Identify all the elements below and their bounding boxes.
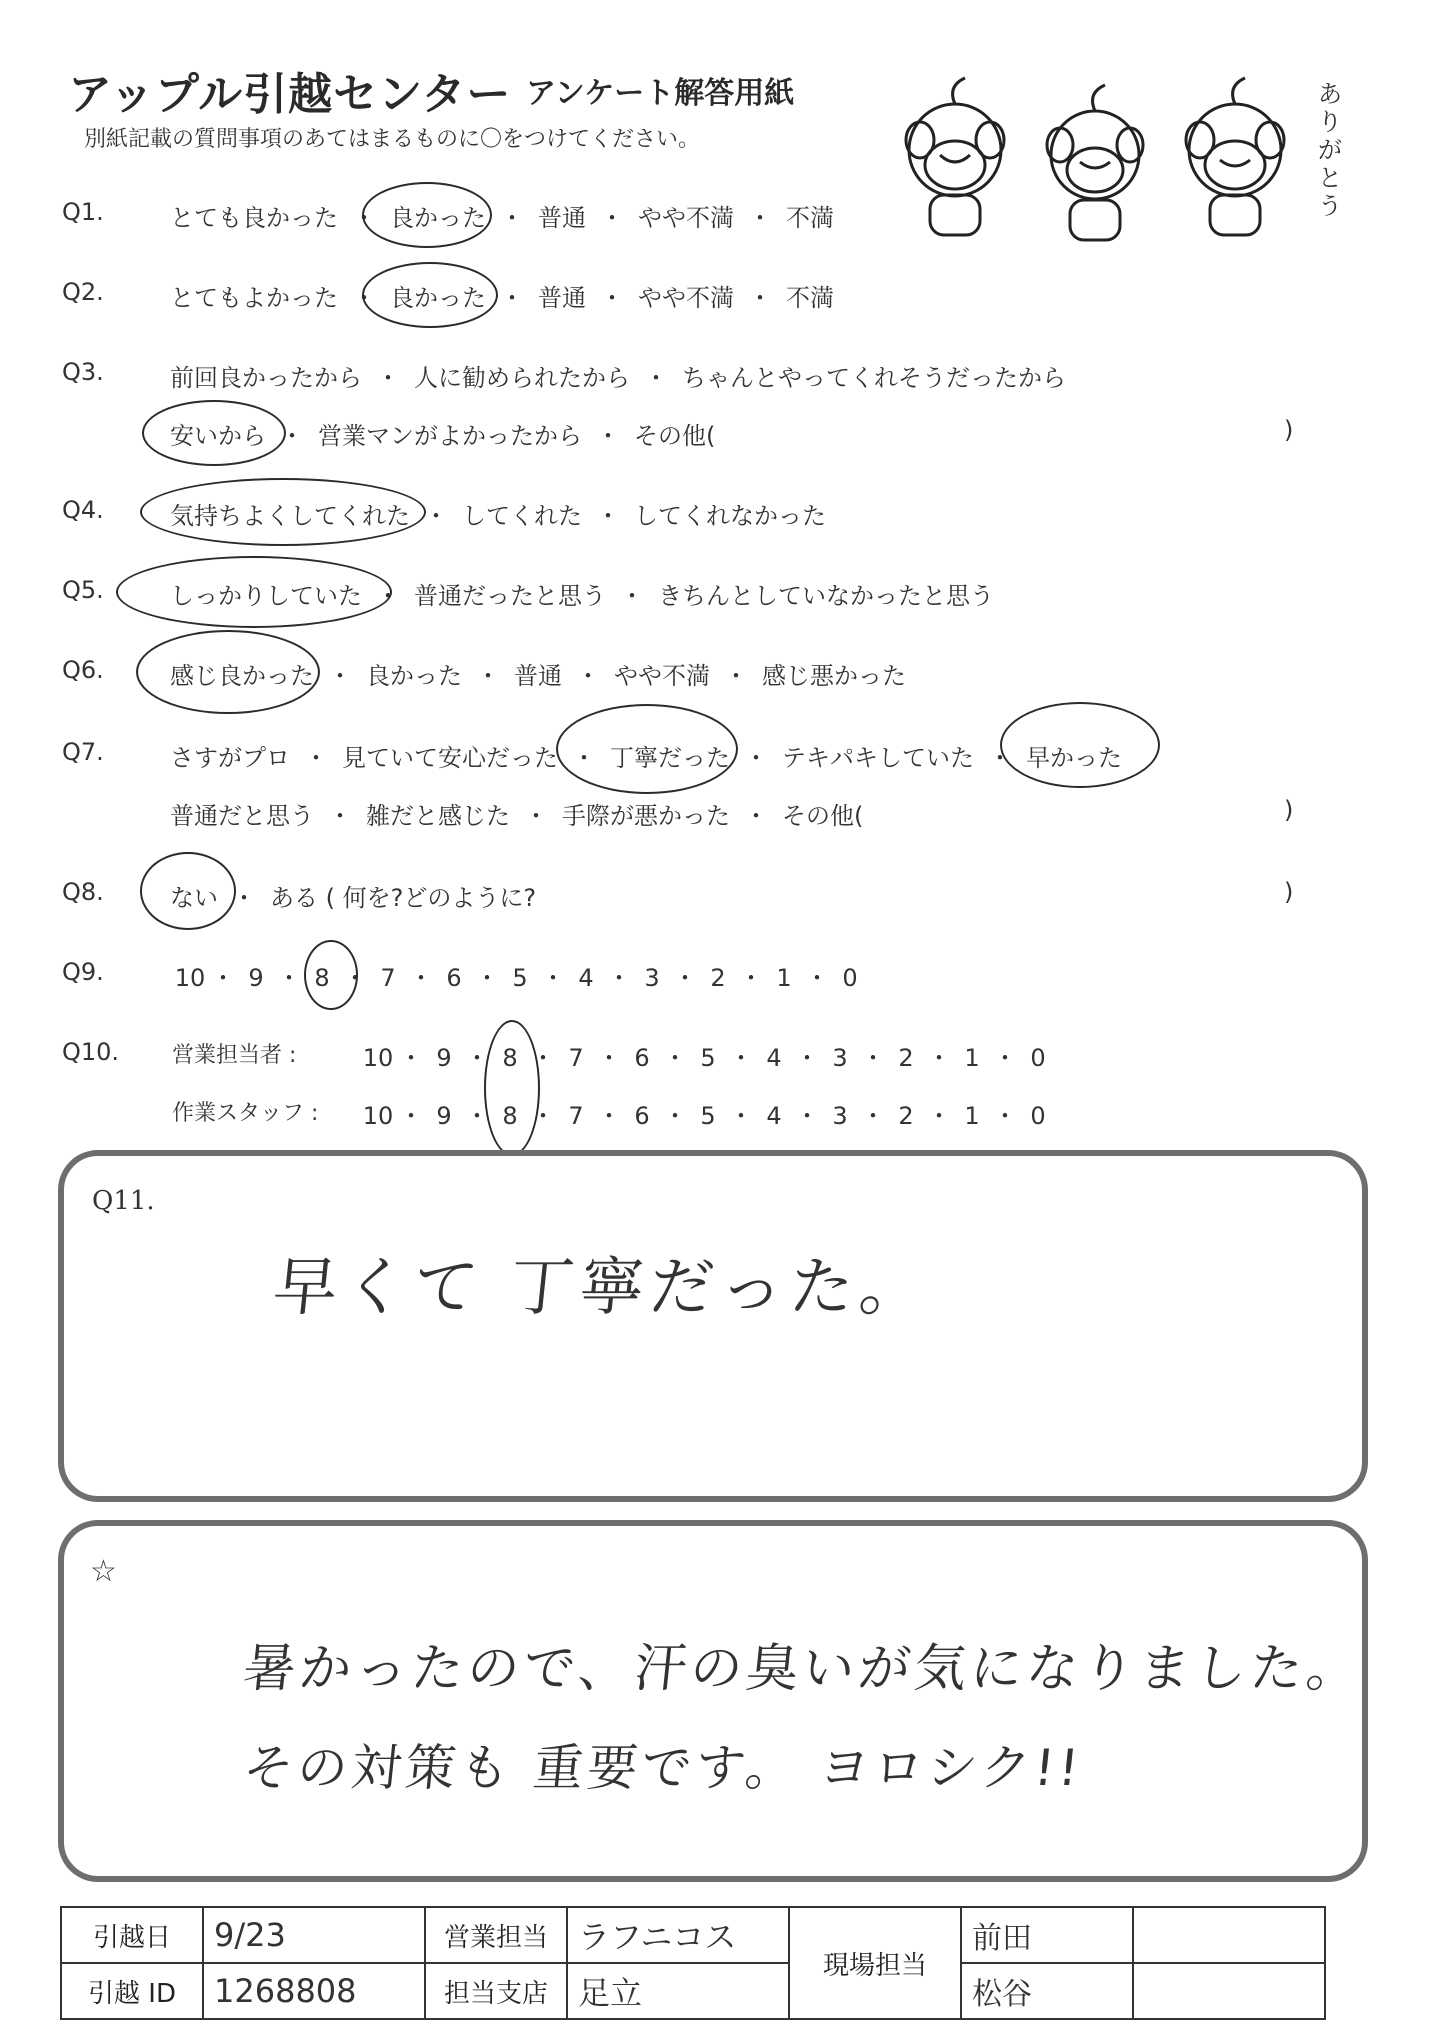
q5-selection-circle <box>116 556 392 628</box>
q5-option-selected[interactable]: しっかりしていた <box>170 582 362 610</box>
q6-option[interactable]: 感じ悪かった <box>762 662 906 690</box>
q5-option[interactable]: きちんとしていなかったと思う <box>658 582 994 610</box>
q6-option[interactable]: 普通 <box>514 662 562 690</box>
q10-sales-score[interactable]: 6 <box>634 1044 650 1072</box>
q7-option-other[interactable]: その他( <box>782 802 864 830</box>
q1-option-selected[interactable]: 良かった <box>390 204 486 232</box>
instruction-text: 別紙記載の質問事項のあてはまるものに〇をつけてください。 <box>84 127 701 152</box>
q3-close-paren: ) <box>1284 416 1294 444</box>
q6-option-selected[interactable]: 感じ良かった <box>170 662 314 690</box>
q10-staff-score[interactable]: 2 <box>898 1102 914 1130</box>
q7-option[interactable]: 普通だと思う <box>170 802 314 830</box>
q10-staff-score[interactable]: 3 <box>832 1102 848 1130</box>
q10-sales-score[interactable]: 2 <box>898 1044 914 1072</box>
q1-option[interactable]: 不満 <box>786 204 834 232</box>
q10-staff-score[interactable]: 6 <box>634 1102 650 1130</box>
q4-selection-circle <box>140 478 426 546</box>
empty-cell <box>1133 1963 1325 2019</box>
q7-options-line1: さすがプロ ・ 見ていて安心だった ・ 丁寧だった ・ テキパキしていた ・ 早かった <box>170 738 1122 773</box>
q10-staff-score[interactable]: 1 <box>964 1102 980 1130</box>
q7-close-paren: ) <box>1284 796 1294 824</box>
sales-rep-value[interactable]: ラフニコス <box>567 1907 789 1963</box>
move-id-label: 引越 ID <box>61 1963 203 2019</box>
q4-options: 気持ちよくしてくれた ・ してくれた ・ してくれなかった <box>170 496 826 531</box>
q2-option[interactable]: 不満 <box>786 284 834 312</box>
q6-label: Q6. <box>62 656 104 684</box>
form-subtitle: アンケート解答用紙 <box>526 76 795 111</box>
q10-sales-label: 営業担当者 : <box>172 1043 297 1068</box>
q10-staff-score[interactable]: 5 <box>700 1102 716 1130</box>
star-icon: ☆ <box>90 1554 117 1589</box>
q9-score-selected[interactable]: 8 <box>314 964 330 992</box>
q1-option[interactable]: 普通 <box>538 204 586 232</box>
q10-staff-score-selected[interactable]: 8 <box>502 1102 518 1130</box>
q10-label: Q10. <box>62 1038 120 1066</box>
q2-option[interactable]: やや不満 <box>638 284 734 312</box>
q11-label: Q11. <box>92 1186 155 1216</box>
q2-label: Q2. <box>62 278 104 306</box>
q8-option[interactable]: ある ( 何を?どのように? <box>270 884 537 912</box>
comment-box <box>58 1520 1368 1882</box>
q3-option-other[interactable]: その他( <box>634 422 716 450</box>
q10-selection-circle <box>484 1020 540 1156</box>
q9-score[interactable]: 0 <box>842 964 858 992</box>
q1-label: Q1. <box>62 198 104 226</box>
empty-cell <box>1133 1907 1325 1963</box>
q9-label: Q9. <box>62 958 104 986</box>
q3-option[interactable]: 営業マンがよかったから <box>318 422 582 450</box>
q11-answer-box <box>58 1150 1368 1502</box>
q3-options-line1: 前回良かったから ・ 人に勧められたから ・ ちゃんとやってくれそうだったから <box>170 358 1066 393</box>
q10-staff-label: 作業スタッフ : <box>172 1101 319 1126</box>
q6-options: 感じ良かった ・ 良かった ・ 普通 ・ やや不満 ・ 感じ悪かった <box>170 656 906 691</box>
q10-sales-score-selected[interactable]: 8 <box>502 1044 518 1072</box>
brand-title: アップル引越センター <box>68 69 512 120</box>
q10-staff-score[interactable]: 4 <box>766 1102 782 1130</box>
q10-sales-score[interactable]: 4 <box>766 1044 782 1072</box>
move-id-value[interactable]: 1268808 <box>203 1963 425 2019</box>
q3-option[interactable]: 人に勧められたから <box>414 364 630 392</box>
q9-score[interactable]: 9 <box>248 964 264 992</box>
q1-options: とても良かった ・ 良かった ・ 普通 ・ やや不満 ・ 不満 <box>170 198 834 233</box>
q5-options: しっかりしていた ・ 普通だったと思う ・ きちんとしていなかったと思う <box>170 576 994 611</box>
q3-option[interactable]: 前回良かったから <box>170 364 362 392</box>
q2-option[interactable]: とてもよかった <box>170 284 338 312</box>
q7-options-line2: 普通だと思う ・ 雑だと感じた ・ 手際が悪かった ・ その他( <box>170 796 863 831</box>
q10-sales-score[interactable]: 1 <box>964 1044 980 1072</box>
q2-selection-circle <box>362 262 498 328</box>
q8-label: Q8. <box>62 878 104 906</box>
q10-sales-score[interactable]: 0 <box>1030 1044 1046 1072</box>
q3-options-line2: 安いから ・ 営業マンがよかったから ・ その他( <box>170 416 715 451</box>
move-date-label: 引越日 <box>61 1907 203 1963</box>
q10-staff-score[interactable]: 0 <box>1030 1102 1046 1130</box>
q9-selection-circle <box>304 940 358 1010</box>
thanks-vertical-text: ありがとう <box>1318 80 1342 220</box>
mascot-monkeys-illustration <box>880 60 1340 250</box>
q1-option[interactable]: とても良かった <box>170 204 338 232</box>
q4-option[interactable]: してくれなかった <box>634 502 826 530</box>
q10-staff-score[interactable]: 9 <box>436 1102 452 1130</box>
move-date-value[interactable]: 9/23 <box>203 1907 425 1963</box>
q9-score[interactable]: 4 <box>578 964 594 992</box>
q5-option[interactable]: 普通だったと思う <box>414 582 606 610</box>
q7-option-selected[interactable]: 丁寧だった <box>610 744 730 772</box>
q10-sales-score[interactable]: 10 <box>362 1044 394 1072</box>
q4-option[interactable]: してくれた <box>462 502 582 530</box>
q11-handwritten-answer: 早くて 丁寧だった。 <box>269 1251 934 1325</box>
q7-label: Q7. <box>62 738 104 766</box>
q9-score[interactable]: 1 <box>776 964 792 992</box>
q9-score[interactable]: 3 <box>644 964 660 992</box>
q7-selection-circle-2 <box>1000 702 1160 788</box>
q10-staff-scale: 10 ・ 9 ・ 8 ・ 7 ・ 6 ・ 5 ・ 4 ・ 3 ・ 2 ・ 1 ・ 0 <box>358 1096 1058 1131</box>
q8-options: ない ・ ある ( 何を?どのように? <box>170 878 536 913</box>
footer-info-table <box>60 1906 1326 2020</box>
q7-selection-circle-1 <box>556 704 738 794</box>
q10-staff-score[interactable]: 7 <box>568 1102 584 1130</box>
q9-score[interactable]: 7 <box>380 964 396 992</box>
q3-selection-circle <box>142 400 286 466</box>
q2-option[interactable]: 普通 <box>538 284 586 312</box>
q4-label: Q4. <box>62 496 104 524</box>
q5-label: Q5. <box>62 576 104 604</box>
q3-label: Q3. <box>62 358 104 386</box>
q10-staff-score[interactable]: 10 <box>362 1102 394 1130</box>
q6-option[interactable]: 良かった <box>366 662 462 690</box>
q1-selection-circle <box>362 182 492 248</box>
q7-option[interactable]: 手際が悪かった <box>562 802 730 830</box>
q8-close-paren: ) <box>1284 878 1294 906</box>
sales-rep-label: 営業担当 <box>425 1907 567 1963</box>
comment-line-1: 暑かったので、汗の臭いが気になりました。 <box>240 1639 1366 1699</box>
q9-score[interactable]: 10 <box>174 964 206 992</box>
q8-selection-circle <box>140 852 236 930</box>
q4-option-selected[interactable]: 気持ちよくしてくれた <box>170 502 410 530</box>
site-staff-1[interactable]: 前田 <box>961 1907 1133 1963</box>
site-staff-label: 現場担当 <box>789 1907 961 2019</box>
q10-sales-score[interactable]: 9 <box>436 1044 452 1072</box>
q10-sales-score[interactable]: 3 <box>832 1044 848 1072</box>
site-staff-2[interactable]: 松谷 <box>961 1963 1133 2019</box>
branch-value[interactable]: 足立 <box>567 1963 789 2019</box>
q2-options: とてもよかった ・ 良かった ・ 普通 ・ やや不満 ・ 不満 <box>170 278 834 313</box>
q9-score[interactable]: 2 <box>710 964 726 992</box>
q9-scale: 10 ・ 9 ・ 8 ・ 7 ・ 6 ・ 5 ・ 4 ・ 3 ・ 2 ・ 1 ・ 0 <box>170 958 870 993</box>
q7-option-selected[interactable]: 早かった <box>1026 744 1122 772</box>
q9-score[interactable]: 6 <box>446 964 462 992</box>
q7-option[interactable]: 雑だと感じた <box>366 802 510 830</box>
q6-selection-circle <box>136 630 320 714</box>
q6-option[interactable]: やや不満 <box>614 662 710 690</box>
q7-option[interactable]: テキパキしていた <box>782 744 974 772</box>
q10-sales-score[interactable]: 7 <box>568 1044 584 1072</box>
q10-sales-scale: 10 ・ 9 ・ 8 ・ 7 ・ 6 ・ 5 ・ 4 ・ 3 ・ 2 ・ 1 ・ 0 <box>358 1038 1058 1073</box>
branch-label: 担当支店 <box>425 1963 567 2019</box>
q3-option-selected[interactable]: 安いから <box>170 422 266 450</box>
q7-option[interactable]: さすがプロ <box>170 744 290 772</box>
q1-option[interactable]: やや不満 <box>638 204 734 232</box>
q8-option-selected[interactable]: ない <box>170 884 218 912</box>
q10-sales-score[interactable]: 5 <box>700 1044 716 1072</box>
q9-score[interactable]: 5 <box>512 964 528 992</box>
q7-option[interactable]: 見ていて安心だった <box>342 744 558 772</box>
q3-option[interactable]: ちゃんとやってくれそうだったから <box>682 364 1066 392</box>
comment-line-2: その対策も 重要です。 ヨロシク!! <box>240 1739 1086 1797</box>
q2-option-selected[interactable]: 良かった <box>390 284 486 312</box>
